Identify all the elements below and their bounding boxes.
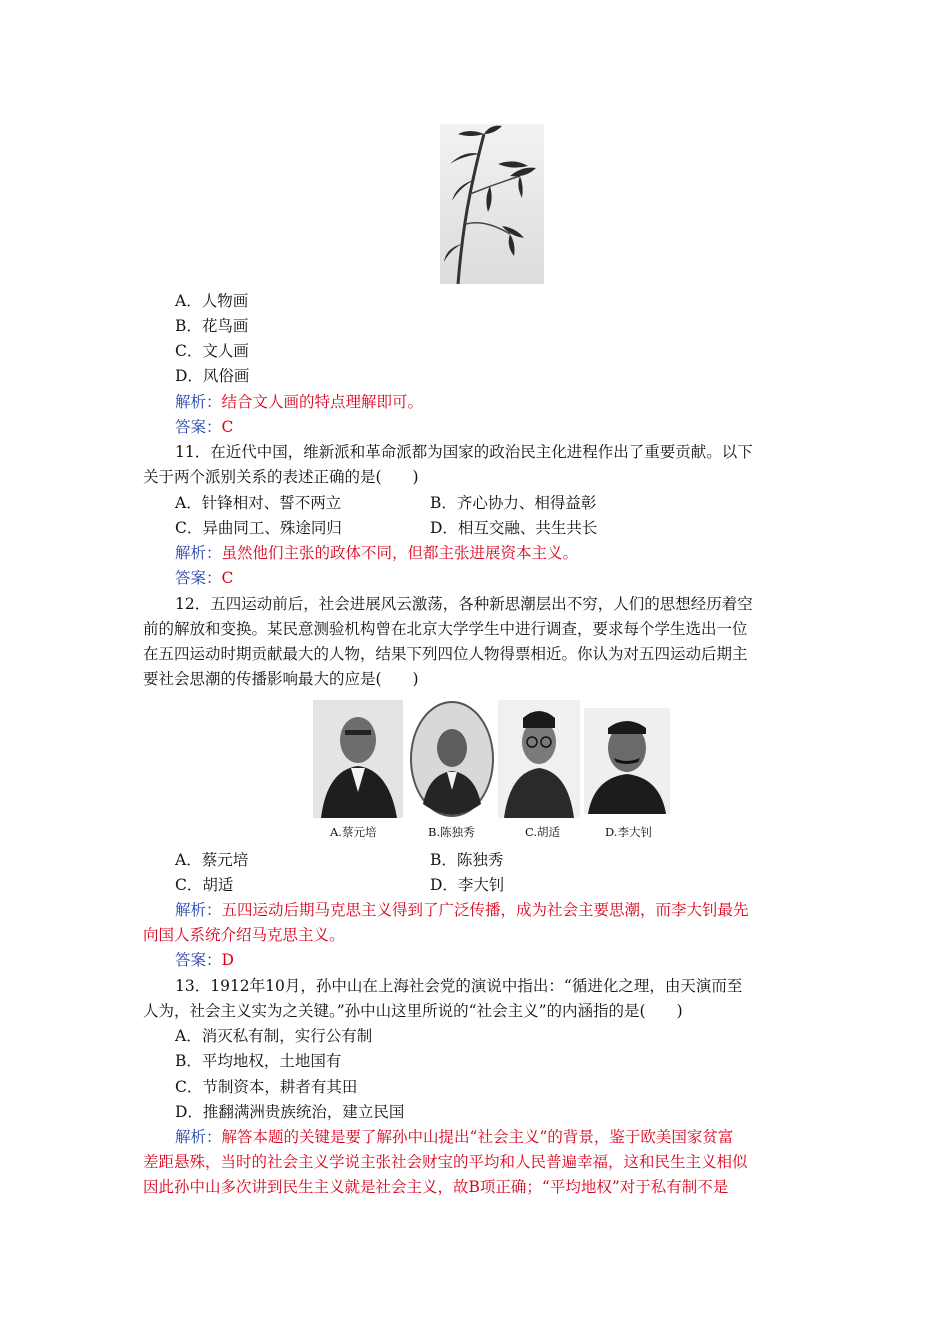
q10-answer	[175, 415, 233, 440]
q12-analysis-1	[175, 898, 749, 923]
q13-analysis-3: 因此孙中山多次讲到民生主义就是社会主义，故B项正确；“平均地权”对于私有制不是	[143, 1178, 729, 1196]
analysis-label: 解析：	[175, 393, 222, 411]
q11-option-b: B．齐心协力、相得益彰	[430, 494, 597, 512]
q11-answer	[175, 566, 233, 591]
q12-answer	[175, 948, 234, 973]
answer-value: C	[221, 418, 234, 436]
q11-stem-2: 关于两个派别关系的表述正确的是( )	[143, 468, 419, 486]
q11-stem-1: 11．在近代中国，维新派和革命派都为国家的政治民主化进程作出了重要贡献。以下	[175, 443, 753, 461]
portrait-chen-duxiu	[409, 700, 495, 818]
q11-options-row-2	[175, 516, 598, 541]
answer-label: 答案：	[175, 569, 222, 587]
q12-options-row-2	[175, 873, 505, 898]
caption-a: A.蔡元培	[330, 825, 377, 839]
q12-stem-2: 前的解放和变换。某民意测验机构曾在北京大学学生中进行调查，要求每个学生选出一位	[143, 620, 748, 638]
answer-value: C	[221, 569, 234, 587]
answer-label: 答案：	[175, 951, 222, 969]
analysis-label: 解析：	[175, 544, 222, 562]
bamboo-painting-image	[440, 124, 544, 284]
portrait-cai-yuanpei	[313, 700, 403, 818]
portrait-hu-shi	[498, 700, 580, 818]
q12-options-row-1	[175, 848, 504, 873]
caption-d: D.李大钊	[605, 825, 652, 839]
q12-stem-1: 12．五四运动前后，社会进展风云激荡，各种新思潮层出不穷，人们的思想经历着空	[175, 595, 753, 613]
q12-option-a: A．蔡元培	[175, 851, 249, 869]
answer-label: 答案：	[175, 418, 222, 436]
q11-options-row-1	[175, 491, 597, 516]
analysis-text: 五四运动后期马克思主义得到了广泛传播，成为社会主要思潮，而李大钊最先	[221, 901, 749, 919]
q11-option-d: D．相互交融、共生共长	[430, 519, 598, 537]
caption-b: B.陈独秀	[428, 825, 475, 839]
q12-stem-4: 要社会思潮的传播影响最大的应是( )	[143, 670, 419, 688]
analysis-label: 解析：	[175, 1128, 222, 1146]
q10-option-b: B．花鸟画	[175, 317, 249, 335]
q13-option-a: A．消灭私有制，实行公有制	[175, 1027, 373, 1045]
q11-analysis	[175, 541, 578, 566]
q13-stem-1: 13．1912年10月，孙中山在上海社会党的演说中指出：“循进化之理，由天演而至	[175, 977, 743, 995]
answer-value: D	[221, 951, 234, 969]
analysis-text: 解答本题的关键是要了解孙中山提出“社会主义”的背景，鉴于欧美国家贫富	[221, 1128, 734, 1146]
analysis-text: 虽然他们主张的政体不同，但都主张进展资本主义。	[221, 544, 579, 562]
q11-option-c: C．异曲同工、殊途同归	[175, 519, 342, 537]
q10-analysis	[175, 390, 423, 415]
q12-option-d: D．李大钊	[430, 876, 505, 894]
q12-stem-3: 在五四运动时期贡献最大的人物，结果下列四位人物得票相近。你认为对五四运动后期主	[143, 645, 748, 663]
q12-option-b: B．陈独秀	[430, 851, 504, 869]
q13-option-d: D．推翻满洲贵族统治，建立民国	[175, 1103, 405, 1121]
q10-option-d: D．风俗画	[175, 367, 250, 385]
q13-analysis-2: 差距悬殊，当时的社会主义学说主张社会财宝的平均和人民普遍幸福，这和民生主义相似	[143, 1153, 748, 1171]
caption-c: C.胡适	[525, 825, 561, 839]
q13-analysis-1	[175, 1125, 733, 1150]
q10-option-a: A．人物画	[175, 292, 249, 310]
analysis-label: 解析：	[175, 901, 222, 919]
q13-option-b: B．平均地权，土地国有	[175, 1052, 342, 1070]
analysis-text: 结合文人画的特点理解即可。	[221, 393, 424, 411]
q13-option-c: C．节制资本，耕者有其田	[175, 1078, 358, 1096]
portrait-li-dazhao	[584, 708, 670, 814]
q12-option-c: C．胡适	[175, 876, 234, 894]
q10-option-c: C．文人画	[175, 342, 249, 360]
q12-analysis-2: 向国人系统介绍马克思主义。	[143, 926, 345, 944]
q11-option-a: A．针锋相对、誓不两立	[175, 494, 342, 512]
q13-stem-2: 人为，社会主义实为之关键。”孙中山这里所说的“社会主义”的内涵指的是( )	[143, 1002, 683, 1020]
